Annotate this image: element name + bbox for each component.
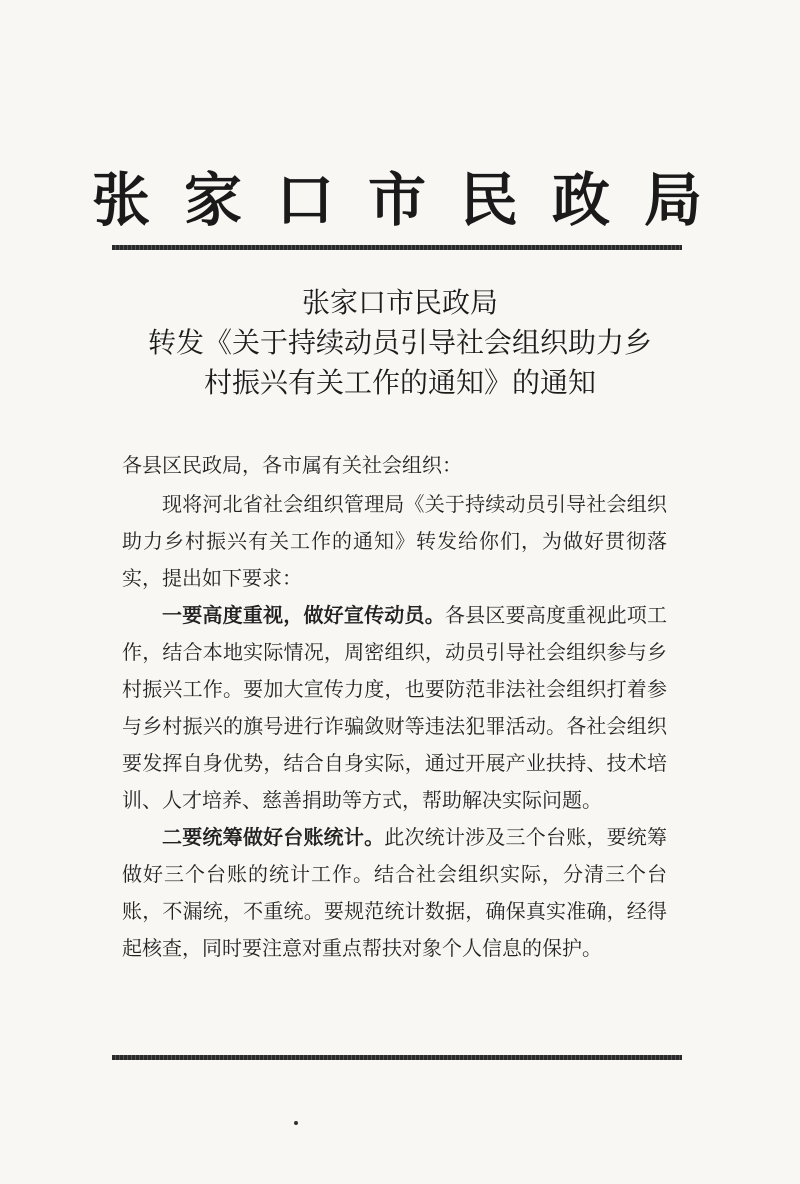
title-line: 村振兴有关工作的通知》的通知 (203, 366, 596, 399)
footer-rule (112, 1055, 682, 1060)
agency-letterhead: 张家口市民政局 (91, 166, 736, 234)
salutation: 各县区民政局，各市属有关社会组织： (122, 453, 462, 477)
section-text: 此次统计涉及三个台账，要统筹做好三个台账的统计工作。结合社会组织实际，分清三个台账，不漏统，不重统。要规范统计数据，确保真实准确，经得起核查，同时要注意对重点帮扶对象个人信息的保护。 (122, 825, 668, 960)
intro-paragraph: 现将河北省社会组织管理局《关于持续动员引导社会组织助力乡村振兴有关工作的通知》转发给你们，为做好贯彻落实，提出如下要求： (122, 492, 667, 590)
title-line: 张家口市民政局 (301, 286, 498, 319)
section-paragraph (122, 819, 667, 967)
title-line: 转发《关于持续动员引导社会组织助力乡 (147, 326, 652, 359)
section-lead: 二要统筹做好台账统计。 (162, 825, 385, 849)
section-text: 各县区要高度重视此项工作，结合本地实际情况，周密组织，动员引导社会组织参与乡村振兴工作。要加大宣传力度，也要防范非法社会组织打着参与乡村振兴的旗号进行诈骗敛财等违法犯罪活动。各社会组织要发挥自身优势，结合自身实际，通过开展产业扶持、技术培训、人才培养、慈善捐助等方式，帮助解决实际问题。 (122, 603, 668, 812)
letterhead-rule (112, 245, 682, 250)
scan-speck (294, 1121, 298, 1125)
document-title (100, 283, 700, 403)
section-lead: 一要高度重视，做好宣传动员。 (162, 603, 445, 627)
section-paragraph (122, 597, 667, 819)
document-body (122, 447, 667, 967)
